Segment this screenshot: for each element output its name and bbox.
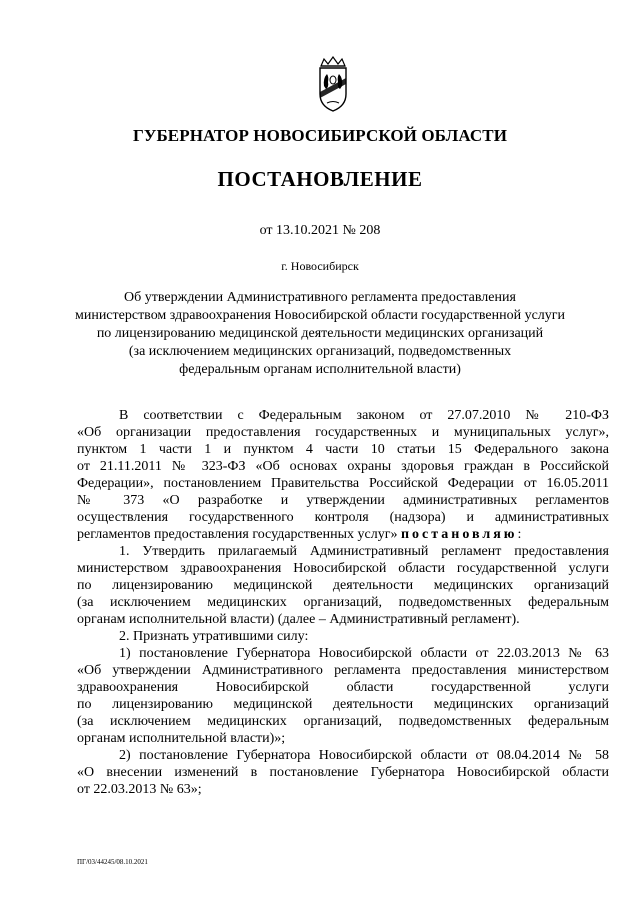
decree-colon: : (517, 527, 522, 542)
body-line: «Об организации предоставления государственных и муниципальных услуг», (77, 425, 609, 440)
decree-word: постановляю (400, 527, 518, 542)
title-line: министерством здравоохранения Новосибирской области государственной услуги (74, 308, 566, 323)
body-line: министерством здравоохранения Новосибирской области государственной услуги (77, 561, 609, 576)
body-line: от 21.11.2011 № 323-ФЗ «Об основах охраны здоровья граждан в Российской (77, 459, 609, 474)
document-title (0, 289, 640, 379)
body-line: «Об утверждении Административного регламента предоставления министерством (77, 663, 609, 678)
body-line: (за исключением медицинских организаций, подведомственных федеральным (77, 595, 609, 610)
item-2-2-paragraph (77, 747, 609, 798)
body-line: 1) постановление Губернатора Новосибирской области от 22.03.2013 № 63 (119, 646, 609, 661)
body-line: «О внесении изменений в постановление Губернатора Новосибирской области (77, 765, 609, 780)
preamble-paragraph (77, 407, 609, 543)
title-line: федеральным органам исполнительной власти) (179, 362, 461, 377)
preamble-last-text: регламентов предоставления государственных услуг» (77, 527, 398, 542)
body-line: (за исключением медицинских организаций, подведомственных федеральным (77, 714, 609, 729)
novosibirsk-coat-of-arms-icon (313, 56, 353, 113)
body-line (77, 526, 609, 543)
document-type-heading: ПОСТАНОВЛЕНИЕ (217, 167, 423, 191)
body-line: 2) постановление Губернатора Новосибирской области от 08.04.2014 № 58 (119, 748, 609, 763)
body-line: № 373 «О разработке и утверждении административных регламентов (77, 493, 609, 508)
body-line: органам исполнительной власти)»; (77, 731, 286, 746)
issuer-heading: ГУБЕРНАТОР НОВОСИБИРСКОЙ ОБЛАСТИ (132, 126, 508, 145)
body-line: здравоохранения Новосибирской области государственной услуги (77, 680, 609, 695)
date-number-line: от 13.10.2021 № 208 (259, 223, 381, 238)
body-line: 1. Утвердить прилагаемый Административный регламент предоставления (119, 544, 609, 559)
title-line: по лицензированию медицинской деятельности медицинских организаций (96, 326, 544, 341)
item-2-paragraph (77, 628, 609, 645)
body-line: от 22.03.2013 № 63»; (77, 782, 202, 797)
body-line: пунктом 1 части 1 и пунктом 4 части 10 статьи 15 Федерального закона (77, 442, 609, 457)
body-line: осуществления государственного контроля (надзора) и административных (77, 510, 609, 525)
body-line: органам исполнительной власти) (далее – Административный регламент). (77, 612, 520, 627)
item-1-paragraph (77, 543, 609, 628)
title-line: Об утверждении Административного регламента предоставления (124, 290, 516, 305)
document-body (77, 407, 609, 798)
body-line: В соответствии с Федеральным законом от 27.07.2010 № 210-ФЗ (119, 408, 609, 423)
body-line: по лицензированию медицинской деятельности медицинских организаций (77, 578, 609, 593)
body-line: по лицензированию медицинской деятельности медицинских организаций (77, 697, 609, 712)
city-line: г. Новосибирск (281, 259, 359, 273)
item-2-1-paragraph (77, 645, 609, 747)
title-line: (за исключением медицинских организаций, подведомственных (128, 344, 512, 359)
body-line: Федерации», постановлением Правительства Российской Федерации от 16.05.2011 (77, 476, 609, 491)
body-line: 2. Признать утратившими силу: (119, 629, 309, 644)
footer-doc-code: ПГ/03/44245/08.10.2021 (77, 858, 148, 866)
